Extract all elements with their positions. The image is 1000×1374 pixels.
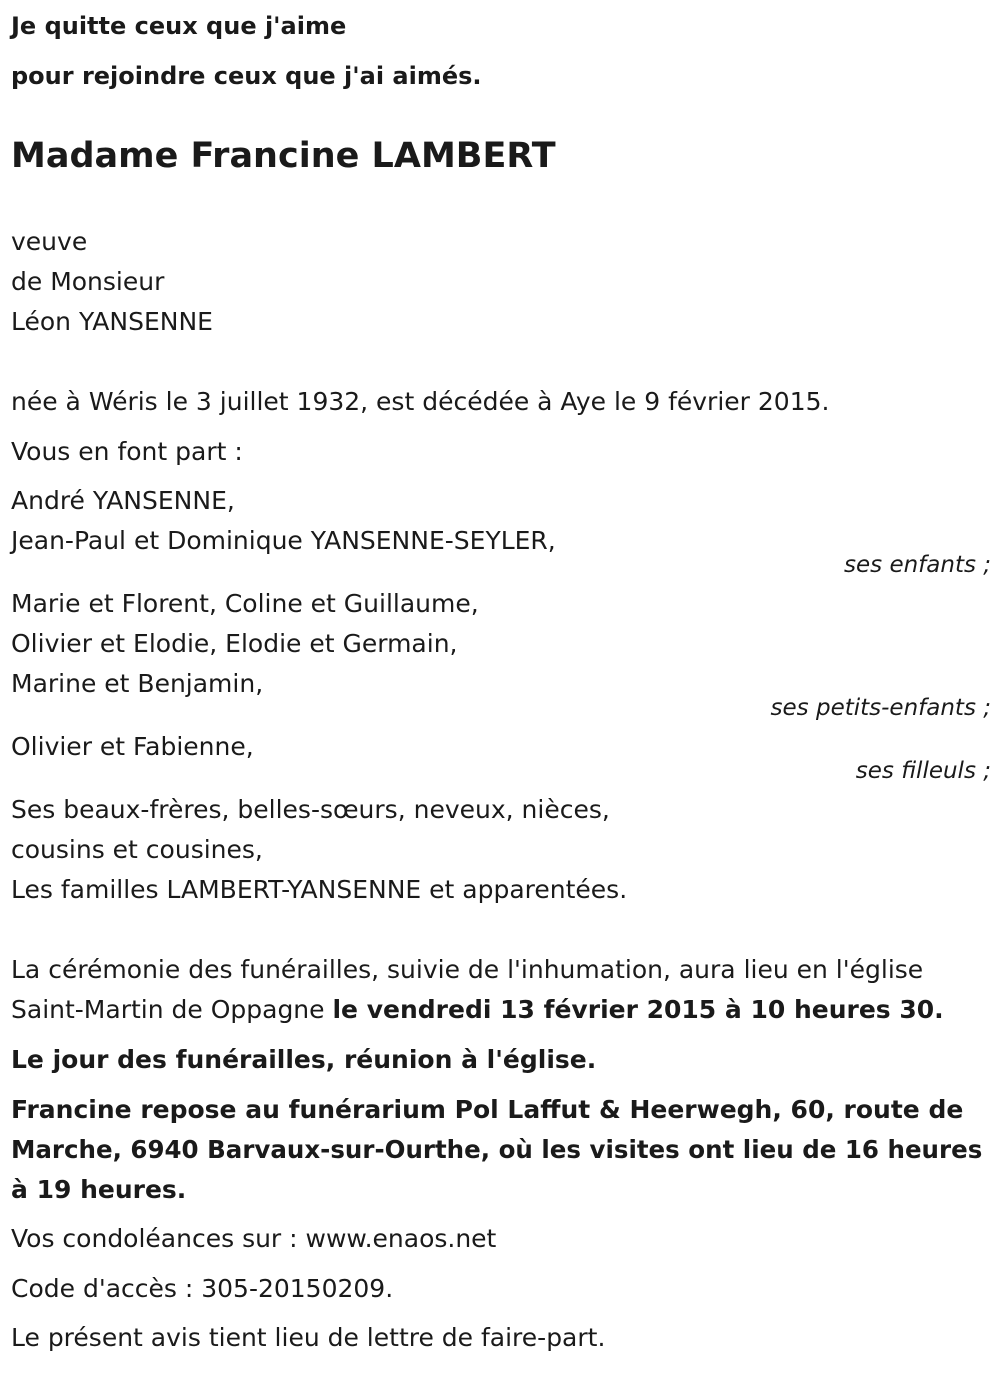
visit-line-2: Marche, 6940 Barvaux-sur-Ourthe, où les visites ont lieu de 16 heures bbox=[11, 1135, 983, 1164]
child-1: André YANSENNE, bbox=[11, 486, 235, 515]
access-code: Code d'accès : 305-20150209. bbox=[11, 1274, 394, 1303]
grandchildren-line-1: Marie et Florent, Coline et Guillaume, bbox=[11, 589, 479, 618]
birth-death-dates: née à Wéris le 3 juillet 1932, est décédée à Aye le 9 février 2015. bbox=[11, 387, 830, 416]
epigraph-line-2: pour rejoindre ceux que j'ai aimés. bbox=[11, 62, 482, 90]
ceremony-datetime: le vendredi 13 février 2015 à 10 heures 30. bbox=[332, 995, 944, 1024]
grandchildren-role: ses petits-enfants ; bbox=[770, 695, 991, 721]
child-2: Jean-Paul et Dominique YANSENNE-SEYLER, bbox=[11, 526, 556, 555]
grandchildren-line-3: Marine et Benjamin, bbox=[11, 669, 264, 698]
spouse-line-1: veuve bbox=[11, 227, 88, 256]
meeting-notice: Le jour des funérailles, réunion à l'église. bbox=[11, 1045, 597, 1074]
visit-line-1: Francine repose au funérarium Pol Laffut & Heerwegh, 60, route de bbox=[11, 1095, 964, 1124]
grandchildren-line-2: Olivier et Elodie, Elodie et Germain, bbox=[11, 629, 458, 658]
spouse-line-3: Léon YANSENNE bbox=[11, 307, 213, 336]
relatives-line-2: cousins et cousines, bbox=[11, 835, 263, 864]
obituary-notice bbox=[11, 0, 991, 1374]
announcement-intro: Vous en font part : bbox=[11, 437, 243, 466]
relatives-line-3: Les familles LAMBERT-YANSENNE et apparentées. bbox=[11, 875, 628, 904]
ceremony-line-1: La cérémonie des funérailles, suivie de l'inhumation, aura lieu en l'église bbox=[11, 955, 924, 984]
condolences-info: Vos condoléances sur : www.enaos.net bbox=[11, 1224, 497, 1253]
relatives-line-1: Ses beaux-frères, belles-sœurs, neveux, nièces, bbox=[11, 795, 610, 824]
ceremony-location: Saint-Martin de Oppagne bbox=[11, 995, 333, 1024]
epigraph-line-1: Je quitte ceux que j'aime bbox=[11, 12, 347, 40]
ceremony-line-2 bbox=[11, 995, 944, 1025]
deceased-name: Madame Francine LAMBERT bbox=[11, 136, 556, 176]
visit-line-3: à 19 heures. bbox=[11, 1175, 187, 1204]
godchildren-role: ses filleuls ; bbox=[855, 758, 991, 784]
notice-statement: Le présent avis tient lieu de lettre de faire-part. bbox=[11, 1323, 606, 1352]
spouse-line-2: de Monsieur bbox=[11, 267, 165, 296]
godchildren-line-1: Olivier et Fabienne, bbox=[11, 732, 254, 761]
children-role: ses enfants ; bbox=[844, 552, 991, 578]
